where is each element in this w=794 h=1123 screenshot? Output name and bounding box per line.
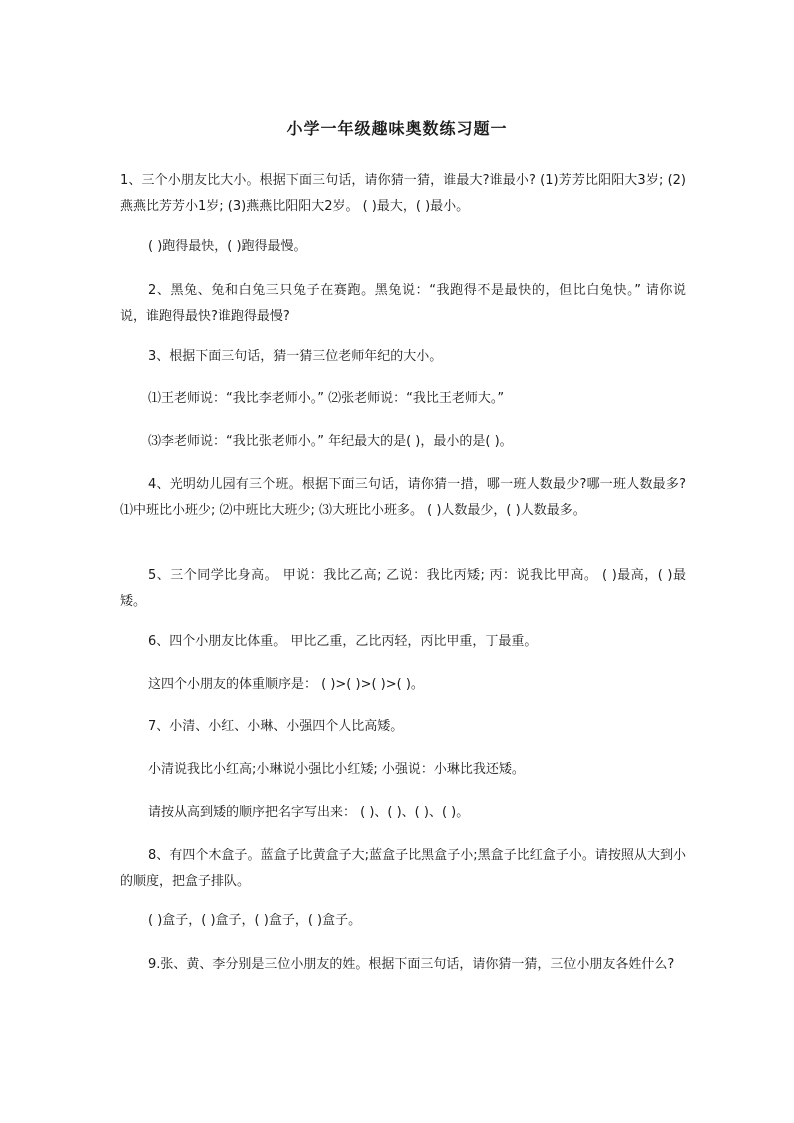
question-2: 2、黑兔、兔和白兔三只兔子在赛跑。黑兔说：“我跑得不是最快的，但比白兔快。” 请你说说，谁跑得最快?谁跑得最慢?: [120, 283, 686, 324]
question-6-line-2: 这四个小朋友的体重顺序是： ( )>( )>( )>( )。: [148, 677, 424, 692]
question-7: 7、小清、小红、小琳、小强四个人比高矮。: [148, 719, 404, 734]
question-9: 9.张、黄、李分别是三位小朋友的姓。根据下面三句话，请你猜一猜，三位小朋友各姓什么?: [148, 957, 675, 972]
question-4: 4、光明幼儿园有三个班。根据下面三句话，请你猜一措，哪一班人数最少?哪一班人数最多? ⑴中班比小班少; ⑵中班比大班少; ⑶大班比小班多。 ( )人数最少，( )人数最多。: [120, 477, 691, 518]
question-3-statement-1: ⑴王老师说：“我比李老师小。” ⑵张老师说：“我比王老师大。”: [148, 391, 505, 406]
question-8: 8、有四个木盒子。蓝盒子比黄盒子大;蓝盒子比黑盒子小;黑盒子比红盒子小。请按照从大到小的顺度，把盒子排队。: [120, 848, 686, 889]
question-7-line-3: 请按从高到矮的顺序把名字写出来： ( )、( )、( )、( )。: [148, 805, 470, 820]
question-8-line-2: ( )盒子，( )盒子，( )盒子，( )盒子。: [148, 913, 362, 928]
question-3: 3、根据下面三句话，猜一猜三位老师年纪的大小。: [148, 349, 443, 364]
question-7-line-2: 小清说我比小红高;小琳说小强比小红矮; 小强说：小琳比我还矮。: [148, 762, 525, 777]
question-6: 6、四个小朋友比体重。 甲比乙重，乙比丙轻，丙比甲重，丁最重。: [148, 634, 538, 649]
question-5: 5、三个同学比身高。 甲说：我比乙高; 乙说：我比丙矮; 丙：说我比甲高。 ( )最高，( )最矮。: [120, 568, 686, 609]
question-3-statement-2: ⑶李老师说：“我比张老师小。” 年纪最大的是( )，最小的是( )。: [148, 434, 513, 449]
question-1-line-2: ( )跑得最快，( )跑得最慢。: [148, 239, 307, 254]
document-title: 小学一年级趣味奥数练习题一: [286, 119, 508, 138]
question-1: 1、三个小朋友比大小。根据下面三句话，请你猜一猜，谁最大?谁最小? (1)芳芳比阳阳大3岁; (2)燕燕比芳芳小1岁; (3)燕燕比阳阳大2岁。 ( )最大，( )最小。: [120, 173, 686, 214]
